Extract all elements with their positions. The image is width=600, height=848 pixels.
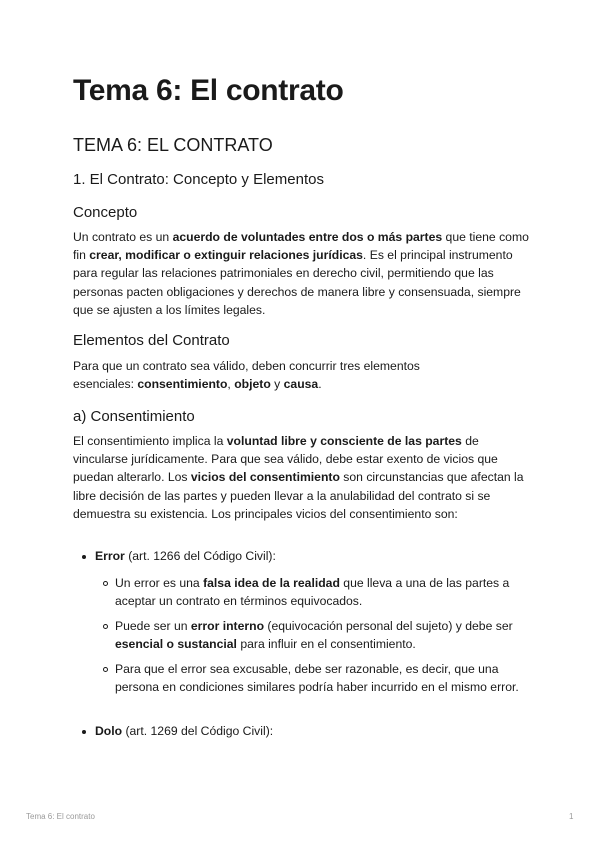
bullet-disc bbox=[82, 555, 86, 559]
concepto-heading: Concepto bbox=[73, 204, 138, 221]
bullet-circle bbox=[103, 624, 108, 629]
consentimiento-heading: a) Consentimiento bbox=[73, 408, 195, 425]
list-item-error: Error (art. 1266 del Código Civil): bbox=[95, 549, 276, 563]
consentimiento-paragraph: El consentimiento implica la voluntad libre y consciente de las partes de vincularse jurídicamente. Para que sea válido, debe estar exento de vicios que puedan alterarlo. Los vicios del consentimiento son circunstancias que afectan la libre decisión de las partes y pueden llevar a la anulabilidad del contrato si se demuestra su existencia. Los principales vicios del consentimiento son: bbox=[73, 434, 524, 521]
list-subitem-error-2: Puede ser un error interno (equivocación personal del sujeto) y debe ser esencial o sustancial para influir en el consentimiento. bbox=[115, 619, 513, 652]
document-title: Tema 6: El contrato bbox=[73, 74, 344, 107]
elementos-heading: Elementos del Contrato bbox=[73, 332, 230, 349]
footer-title: Tema 6: El contrato bbox=[26, 812, 95, 821]
footer-page-number: 1 bbox=[569, 812, 574, 821]
list-item-dolo: Dolo (art. 1269 del Código Civil): bbox=[95, 724, 274, 738]
elementos-paragraph: Para que un contrato sea válido, deben concurrir tres elementos esenciales: consentimiento, objeto y causa. bbox=[73, 359, 420, 392]
section-heading: TEMA 6: EL CONTRATO bbox=[73, 135, 273, 155]
subsection-heading: 1. El Contrato: Concepto y Elementos bbox=[73, 171, 324, 188]
concepto-paragraph: Un contrato es un acuerdo de voluntades entre dos o más partes que tiene como fin crear, modificar o extinguir relaciones jurídicas. Es el principal instrumento para regular las relaciones patrimoniales en derecho civil, permitiendo que las personas pacten obligaciones y derechos de manera libre y consensuada, siempre que se ajusten a los límites legales. bbox=[73, 230, 529, 317]
bullet-circle bbox=[103, 581, 108, 586]
list-subitem-error-1: Un error es una falsa idea de la realidad que lleva a una de las partes a aceptar un contrato en términos equivocados. bbox=[115, 576, 510, 609]
bullet-disc bbox=[82, 730, 86, 734]
list-subitem-error-3: Para que el error sea excusable, debe ser razonable, es decir, que una persona en condiciones similares podría haber incurrido en el mismo error. bbox=[115, 662, 519, 695]
bullet-circle bbox=[103, 667, 108, 672]
